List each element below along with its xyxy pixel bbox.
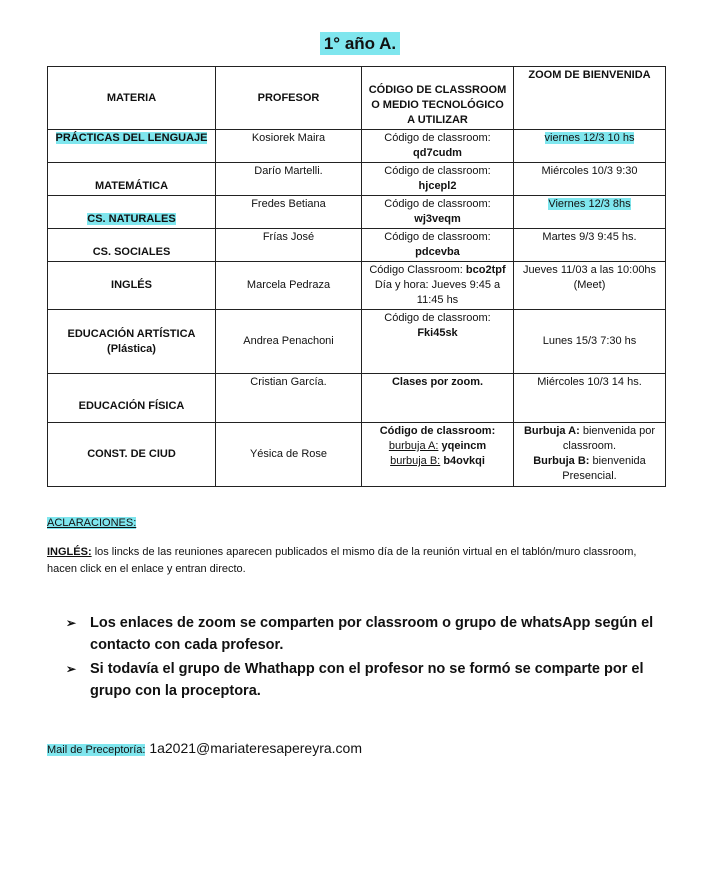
mail-line bbox=[47, 740, 362, 756]
zoom-cell: Jueves 11/03 a las 10:00hs (Meet) bbox=[514, 262, 666, 310]
zoom-cell: Miércoles 10/3 14 hs. bbox=[514, 374, 666, 423]
profesor-cell: Fredes Betiana bbox=[216, 196, 362, 229]
materia-cell bbox=[48, 196, 216, 229]
list-item-text: Los enlaces de zoom se comparten por classroom o grupo de whatsApp según el contacto con cada profesor. bbox=[90, 615, 654, 653]
aclaraciones-heading-text: ACLARACIONES: bbox=[47, 517, 137, 529]
table-header-row bbox=[48, 67, 666, 130]
schedule-table bbox=[47, 66, 666, 487]
burbuja-a-label: burbuja A: bbox=[388, 440, 439, 452]
zoom-cell bbox=[514, 423, 666, 487]
burbuja-b-line bbox=[366, 454, 509, 469]
codigo-label: Código Classroom: bbox=[369, 264, 466, 276]
header-profesor: PROFESOR bbox=[216, 67, 362, 130]
table-row bbox=[48, 163, 666, 196]
list-item bbox=[66, 612, 666, 656]
zoom-a-text: bienvenida por classroom. bbox=[562, 425, 656, 452]
codigo-value: Fki45sk bbox=[417, 327, 458, 339]
profesor-cell: Cristian García. bbox=[216, 374, 362, 423]
codigo-label: Código de classroom: bbox=[384, 165, 491, 177]
codigo-cell bbox=[362, 130, 514, 163]
arrow-bullet-icon: ➢ bbox=[66, 662, 77, 676]
burbuja-b-label: burbuja B: bbox=[390, 455, 441, 467]
table-row bbox=[48, 196, 666, 229]
codigo-extra: Día y hora: Jueves 9:45 a 11:45 hs bbox=[374, 279, 501, 306]
codigo-label: Código de classroom: bbox=[384, 312, 491, 324]
zoom-a-line bbox=[518, 424, 661, 454]
materia-cell: EDUCACIÓN FÍSICA bbox=[48, 374, 216, 423]
materia-text: PRÁCTICAS DEL LENGUAJE bbox=[55, 132, 208, 144]
profesor-cell: Kosiorek Maira bbox=[216, 130, 362, 163]
materia-text: EDUCACIÓN ARTÍSTICA bbox=[67, 327, 196, 340]
burbuja-a-line bbox=[366, 439, 509, 454]
codigo-value: hjcepl2 bbox=[418, 180, 457, 192]
table-row bbox=[48, 310, 666, 374]
materia-text: CS. NATURALES bbox=[87, 213, 176, 225]
zoom-b-text: bienvenida Presencial. bbox=[562, 455, 646, 482]
profesor-cell: Frías José bbox=[216, 229, 362, 262]
ingles-note-text: los lincks de las reuniones aparecen publicados el mismo día de la reunión virtual en el tablón/muro classroom, hacen click en el enlace y entran directo. bbox=[47, 546, 637, 575]
materia-subtext: (Plástica) bbox=[107, 342, 156, 355]
codigo-label: Código de classroom: bbox=[379, 425, 496, 437]
mail-address[interactable]: 1a2021@mariateresapereyra.com bbox=[149, 740, 362, 756]
codigo-cell bbox=[362, 163, 514, 196]
materia-cell bbox=[48, 130, 216, 163]
codigo-cell bbox=[362, 229, 514, 262]
codigo-cell bbox=[362, 423, 514, 487]
table-row bbox=[48, 423, 666, 487]
materia-cell: INGLÉS bbox=[48, 262, 216, 310]
profesor-cell: Darío Martelli. bbox=[216, 163, 362, 196]
profesor-cell: Marcela Pedraza bbox=[216, 262, 362, 310]
header-zoom: ZOOM DE BIENVENIDA bbox=[514, 67, 666, 130]
profesor-cell: Yésica de Rose bbox=[216, 423, 362, 487]
zoom-cell: Lunes 15/3 7:30 hs bbox=[514, 310, 666, 374]
codigo-cell bbox=[362, 310, 514, 374]
codigo-cell bbox=[362, 196, 514, 229]
materia-cell: MATEMÁTICA bbox=[48, 163, 216, 196]
notes-list bbox=[66, 612, 666, 704]
zoom-text: viernes 12/3 10 hs bbox=[544, 132, 635, 144]
codigo-value: bco2tpf bbox=[465, 264, 506, 276]
zoom-b-line bbox=[518, 454, 661, 484]
zoom-cell bbox=[514, 130, 666, 163]
zoom-cell: Martes 9/3 9:45 hs. bbox=[514, 229, 666, 262]
codigo-label: Código de classroom: bbox=[384, 198, 491, 210]
table-row bbox=[48, 262, 666, 310]
burbuja-b-code: b4ovkqi bbox=[443, 455, 485, 467]
table-row bbox=[48, 229, 666, 262]
codigo-cell bbox=[362, 262, 514, 310]
page-title bbox=[0, 34, 720, 54]
materia-cell: CS. SOCIALES bbox=[48, 229, 216, 262]
ingles-note-label: INGLÉS: bbox=[47, 546, 92, 558]
zoom-b-label: Burbuja B: bbox=[533, 455, 590, 467]
codigo-value: qd7cudm bbox=[413, 147, 462, 159]
title-text: 1° año A. bbox=[320, 32, 400, 55]
header-materia: MATERIA bbox=[48, 67, 216, 130]
zoom-cell bbox=[514, 196, 666, 229]
codigo-cell: Clases por zoom. bbox=[362, 374, 514, 423]
profesor-cell: Andrea Penachoni bbox=[216, 310, 362, 374]
list-item bbox=[66, 658, 666, 702]
codigo-value: pdcevba bbox=[415, 246, 460, 258]
codigo-label: Código de classroom: bbox=[384, 231, 491, 243]
aclaraciones-heading bbox=[47, 517, 136, 529]
codigo-value: wj3veqm bbox=[414, 213, 461, 225]
burbuja-a-code: yqeincm bbox=[441, 440, 487, 452]
zoom-cell: Miércoles 10/3 9:30 bbox=[514, 163, 666, 196]
materia-cell bbox=[48, 310, 216, 374]
table-row bbox=[48, 374, 666, 423]
table-row bbox=[48, 130, 666, 163]
zoom-text: Viernes 12/3 8hs bbox=[548, 198, 631, 210]
materia-cell: CONST. DE CIUD bbox=[48, 423, 216, 487]
ingles-note bbox=[47, 544, 667, 578]
header-codigo: CÓDIGO DE CLASSROOM O MEDIO TECNOLÓGICO A UTILIZAR bbox=[362, 67, 514, 130]
list-item-text: Si todavía el grupo de Whathapp con el profesor no se formó se comparte por el grupo con la proceptora. bbox=[90, 661, 644, 699]
arrow-bullet-icon: ➢ bbox=[66, 616, 77, 630]
mail-label: Mail de Preceptoría: bbox=[47, 744, 146, 756]
zoom-a-label: Burbuja A: bbox=[523, 425, 580, 437]
codigo-label: Código de classroom: bbox=[384, 132, 491, 144]
